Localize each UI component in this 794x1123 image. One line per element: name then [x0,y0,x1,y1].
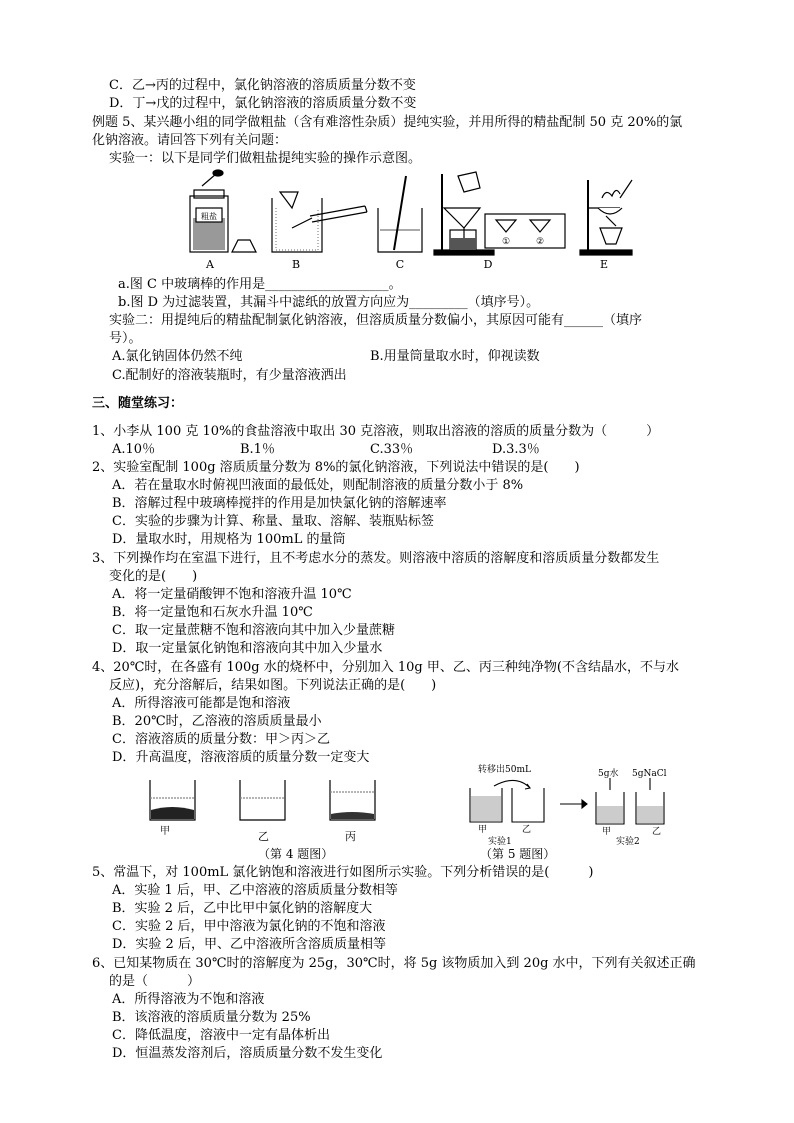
text-line: 实验一：以下是同学们做粗盐提纯实验的操作示意图。 [109,151,422,166]
question-3: 3、下列操作均在室温下进行，且不考虑水分的蒸发。则溶液中溶质的溶解度和溶质质量分数都发生 [92,551,660,566]
question-4: 4、20℃时，在各盛有 100g 水的烧杯中，分别加入 10g 甲、乙、丙三种纯净物(不含结晶水，不与水 [92,660,679,675]
text-line: 的是（ ） [109,974,201,989]
label-E: E [599,258,609,271]
question-1: 1、小李从 100 克 10%的食盐溶液中取出 30 克溶液，则取出溶液的溶质的质量分数为（ ） [92,424,660,439]
option: B．溶解过程中玻璃棒搅拌的作用是加快氯化钠的溶解速率 [112,496,447,511]
text-line: a.图 C 中玻璃棒的作用是___________________。 [118,277,402,292]
label-B: B [291,258,301,271]
option: A．将一定量硝酸钾不饱和溶液升温 10℃ [112,587,352,602]
text-line: 变化的是( ) [109,569,198,584]
option: A.10％ [112,442,156,457]
option: D．恒温蒸发溶剂后，溶质质量分数不发生变化 [112,1046,383,1061]
text-line: 号）。 [109,331,142,346]
section-heading: 三、随堂练习： [92,396,184,411]
funnel-2: ② [535,237,545,247]
exp2-caption: 实验2 [616,837,640,847]
text-line: 实验二：用提纯后的精盐配制氯化钠溶液，但溶质质量分数偏小，其原因可能有______（填序 [109,313,643,328]
label-A: A [206,258,214,271]
beaker-label-bing: 丙 [345,830,356,843]
option: A．实验 1 后，甲、乙中溶液的溶质质量分数相等 [112,883,398,898]
jar-label: 粗盐 [201,212,217,221]
question-4-beakers-figure [140,770,380,860]
option: D．量取水时，用规格为 100mL 的量筒 [112,532,346,547]
beaker-label-yi: 乙 [258,830,269,843]
nacl-label: 5gNaCl [632,769,667,779]
text-line: 反应)，充分溶解后，结果如图。下列说法正确的是( ) [109,678,437,693]
funnel-1: ① [501,237,511,247]
option: A．所得溶液可能都是饱和溶液 [112,696,291,711]
option: A．所得溶液为不饱和溶液 [112,992,265,1007]
option: D．实验 2 后，甲、乙中溶液所含溶质质量相等 [112,937,386,952]
option: C.33％ [370,442,414,457]
question-2: 2、实验室配制 100g 溶质质量分数为 8%的氯化钠溶液，下列说法中错误的是( ) [92,460,580,475]
exp1-yi: 乙 [522,825,532,835]
option: C．实验的步骤为计算、称量、量取、溶解、装瓶贴标签 [112,514,434,529]
figure-caption-5: （第 5 题图） [480,847,556,860]
option: C．取一定量蔗糖不饱和溶液向其中加入少量蔗糖 [112,623,395,638]
question-6: 6、已知某物质在 30℃时的溶解度为 25g，30℃时，将 5g 该物质加入到 20g 水中，下列有关叙述正确 [92,956,696,971]
beaker-label-jia: 甲 [160,826,170,837]
transfer-label: 转移出50mL [478,765,531,775]
option: D．取一定量氯化钠饱和溶液向其中加入少量水 [112,641,383,656]
text-line: 化钠溶液。请回答下列有关问题： [92,133,288,148]
label-D: D [483,258,493,271]
exp2-yi: 乙 [652,827,662,837]
figure-caption-4: （第 4 题图） [258,847,334,860]
option: C.配制好的溶液装瓶时，有少量溶液洒出 [112,368,347,383]
option: B.用量筒量取水时，仰视读数 [370,349,540,364]
option: B．实验 2 后，乙中比甲中氯化钠的溶解度大 [112,901,373,916]
option: B．该溶液的溶质质量分数为 25% [112,1010,311,1025]
option: B.1％ [240,442,275,457]
option: C．降低温度，溶液中一定有晶体析出 [112,1028,330,1043]
exp1-jia: 甲 [478,825,488,835]
option: D．升高温度，溶液溶质的质量分数一定变大 [112,750,370,765]
label-C: C [395,258,405,271]
text-line: b.图 D 为过滤装置，其漏斗中滤纸的放置方向应为_________（填序号）。 [118,295,540,310]
option: B．将一定量饱和石灰水升温 10℃ [112,605,313,620]
experiment-apparatus-figure [180,168,640,274]
exp1-caption: 实验1 [488,837,512,847]
question-5: 5、常温下，对 100mL 氯化钠饱和溶液进行如图所示实验。下列分析错误的是( ) [92,865,594,880]
option: B．20℃时，乙溶液的溶质质量最小 [112,714,322,729]
option: C．溶液溶质的质量分数：甲＞丙＞乙 [112,732,330,747]
option: C．实验 2 后，甲中溶液为氯化钠的不饱和溶液 [112,919,386,934]
question-5-experiment-figure [460,760,680,860]
option: D.3.3％ [492,442,540,457]
water-label: 5g水 [598,769,619,779]
text-line: C．乙→丙的过程中，氯化钠溶液的溶质质量分数不变 [109,78,416,93]
text-line: D．丁→戊的过程中，氯化钠溶液的溶质质量分数不变 [109,96,417,111]
exp2-jia: 甲 [602,827,612,837]
option: A．若在量取水时俯视凹液面的最低处，则配制溶液的质量分数小于 8% [112,478,524,493]
option: A.氯化钠固体仍然不纯 [112,349,243,364]
example-5-question: 例题 5、某兴趣小组的同学做粗盐（含有难溶性杂质）提纯实验，并用所得的精盐配制 50 克 20%的氯 [92,115,683,130]
